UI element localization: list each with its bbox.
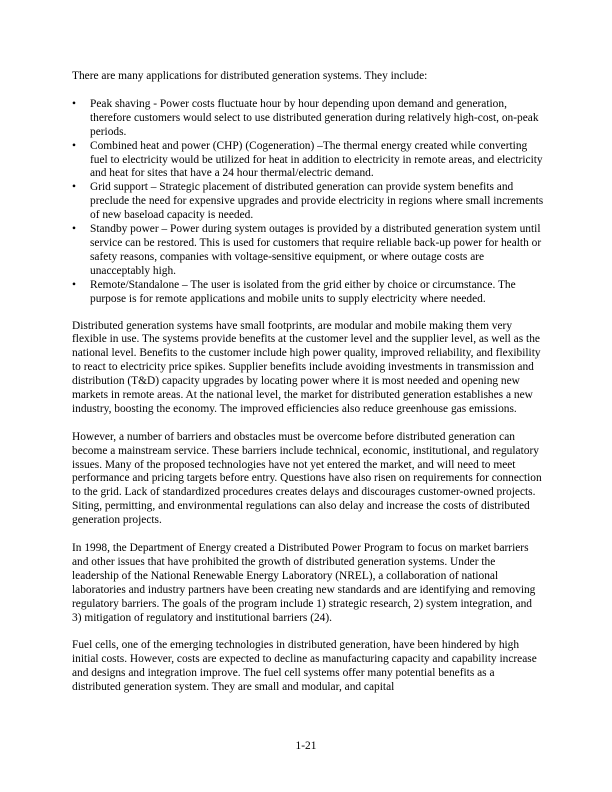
paragraph-doe-program: In 1998, the Department of Energy created a Distributed Power Program to focus on market barriers and other issues that have prohibited the growth of distributed generation systems. Under the leadership of the National Renewable Energy Laboratory (NREL), a collaboration of national laboratories and industry partners have been creating new standards and are identifying and removing regulatory barriers. The goals of the program include 1) strategic research, 2) system integration, and 3) mitigation of regulatory and institutional barriers (24). [72, 541, 536, 624]
list-item-text: Combined heat and power (CHP) (Cogeneration) –The thermal energy created while converting fuel to electricity would be utilized for heat in addition to electricity in remote areas, and electricity and heat for sites that have a 24 hour thermal/electric demand. [90, 139, 543, 180]
list-item-text: Grid support – Strategic placement of distributed generation can provide system benefits and preclude the need for expensive upgrades and provide electricity in regions where small increments of new baseload capacity is needed. [90, 181, 544, 222]
list-item [72, 98, 544, 140]
list-item-text: Peak shaving - Power costs fluctuate hour by hour depending upon demand and generation, therefore customers would select to use distributed generation during relatively high-cost, on-peak periods. [90, 97, 539, 138]
paragraph-barriers: However, a number of barriers and obstacles must be overcome before distributed generation can become a mainstream service. These barriers include technical, economic, institutional, and regulatory issues. Many of the proposed technologies have not yet entered the market, and will need to meet performance and pricing targets before entry. Questions have also risen on requirements for connection to the grid. Lack of standardized procedures creates delays and discourages customer-owned projects. Siting, permitting, and environmental regulations can also delay and increase the costs of distributed generation projects. [72, 430, 542, 527]
page-number: 1-21 [295, 740, 317, 752]
list-item [72, 223, 544, 279]
bullet-icon: • [72, 223, 76, 236]
bullet-icon: • [72, 181, 76, 194]
bullet-icon: • [72, 97, 76, 110]
list-item-text: Standby power – Power during system outages is provided by a distributed generation system until service can be restored. This is used for customers that require reliable back-up power for health or safety reasons, companies with voltage-sensitive equipment, or where outage costs are unacceptably high. [90, 223, 542, 277]
applications-list [72, 98, 544, 307]
bullet-icon: • [72, 278, 76, 291]
page-content [72, 70, 544, 709]
paragraph-fuel-cells: Fuel cells, one of the emerging technologies in distributed generation, have been hindered by high initial costs. However, costs are expected to decline as manufacturing capacity and capability increase and designs and integration improve. The fuel cell systems offer many potential benefits as a distributed generation system. They are small and modular, and capital [72, 639, 537, 694]
list-item-text: Remote/Standalone – The user is isolated from the grid either by choice or circumstance. The purpose is for remote applications and mobile units to supply electricity where needed. [90, 278, 516, 305]
list-item [72, 279, 544, 307]
paragraph-benefits: Distributed generation systems have small footprints, are modular and mobile making them very flexible in use. The systems provide benefits at the customer level and the supplier level, as well as the national level. Benefits to the customer include high power quality, improved reliability, and flexibility to react to electricity price spikes. Supplier benefits include avoiding investments in transmission and distribution (T&D) capacity upgrades by locating power where it is most needed and opening new markets in remote areas. At the national level, the market for distributed generation establishes a new industry, boosting the economy. The improved efficiencies also reduce greenhouse gas emissions. [72, 319, 541, 415]
list-item [72, 181, 544, 223]
list-item [72, 140, 544, 182]
bullet-icon: • [72, 139, 76, 152]
intro-sentence: There are many applications for distributed generation systems. They include: [72, 70, 428, 82]
